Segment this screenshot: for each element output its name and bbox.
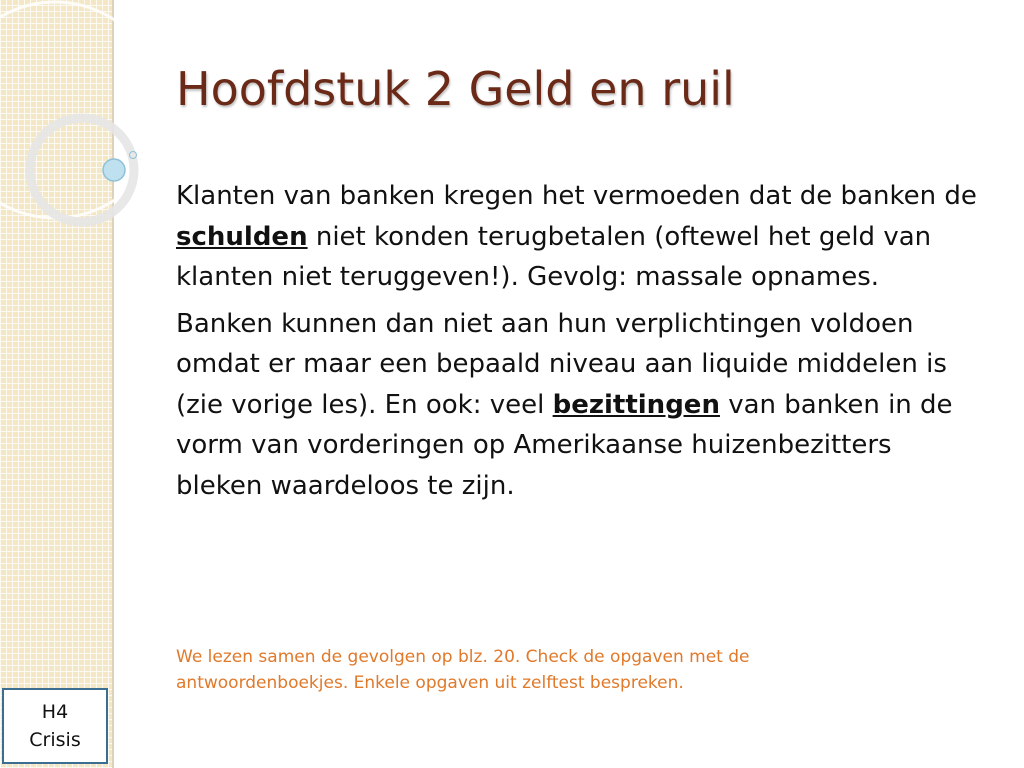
blue-bead-decoration <box>103 159 125 181</box>
slide-body <box>176 176 982 512</box>
emphasis-bezittingen: bezittingen <box>552 389 720 420</box>
decorative-circles <box>0 0 150 300</box>
instruction-note: We lezen samen de gevolgen op blz. 20. Check de opgaven met de antwoordenboekjes. Enkele opgaven uit zelftest bespreken. <box>176 647 750 693</box>
paragraph-2-text-end: van banken in de vorm van vorderingen op Amerikaanse huizenbezitters bleken waardeloos te zijn. <box>176 389 953 501</box>
emphasis-schulden: schulden <box>176 221 308 252</box>
paragraph-1-text-end: niet konden terugbetalen (oftewel het geld van klanten niet teruggeven!). Gevolg: massale opnames. <box>176 221 932 292</box>
chapter-tag-line-1: H4 <box>41 701 69 723</box>
paragraph-2 <box>176 304 982 507</box>
slide-title: Hoofdstuk 2 Geld en ruil <box>176 62 735 116</box>
paragraph-1 <box>176 176 982 298</box>
paragraph-2-text-start: Banken kunnen dan niet aan hun verplichtingen voldoen omdat er maar een bepaald niveau aan liquide middelen is (zie vorige les). En ook: veel <box>176 308 947 420</box>
chapter-tag <box>2 688 108 764</box>
chapter-tag-line-2: Crisis <box>29 729 81 751</box>
paragraph-1-text-start: Klanten van banken kregen het vermoeden dat de banken de <box>176 181 977 211</box>
